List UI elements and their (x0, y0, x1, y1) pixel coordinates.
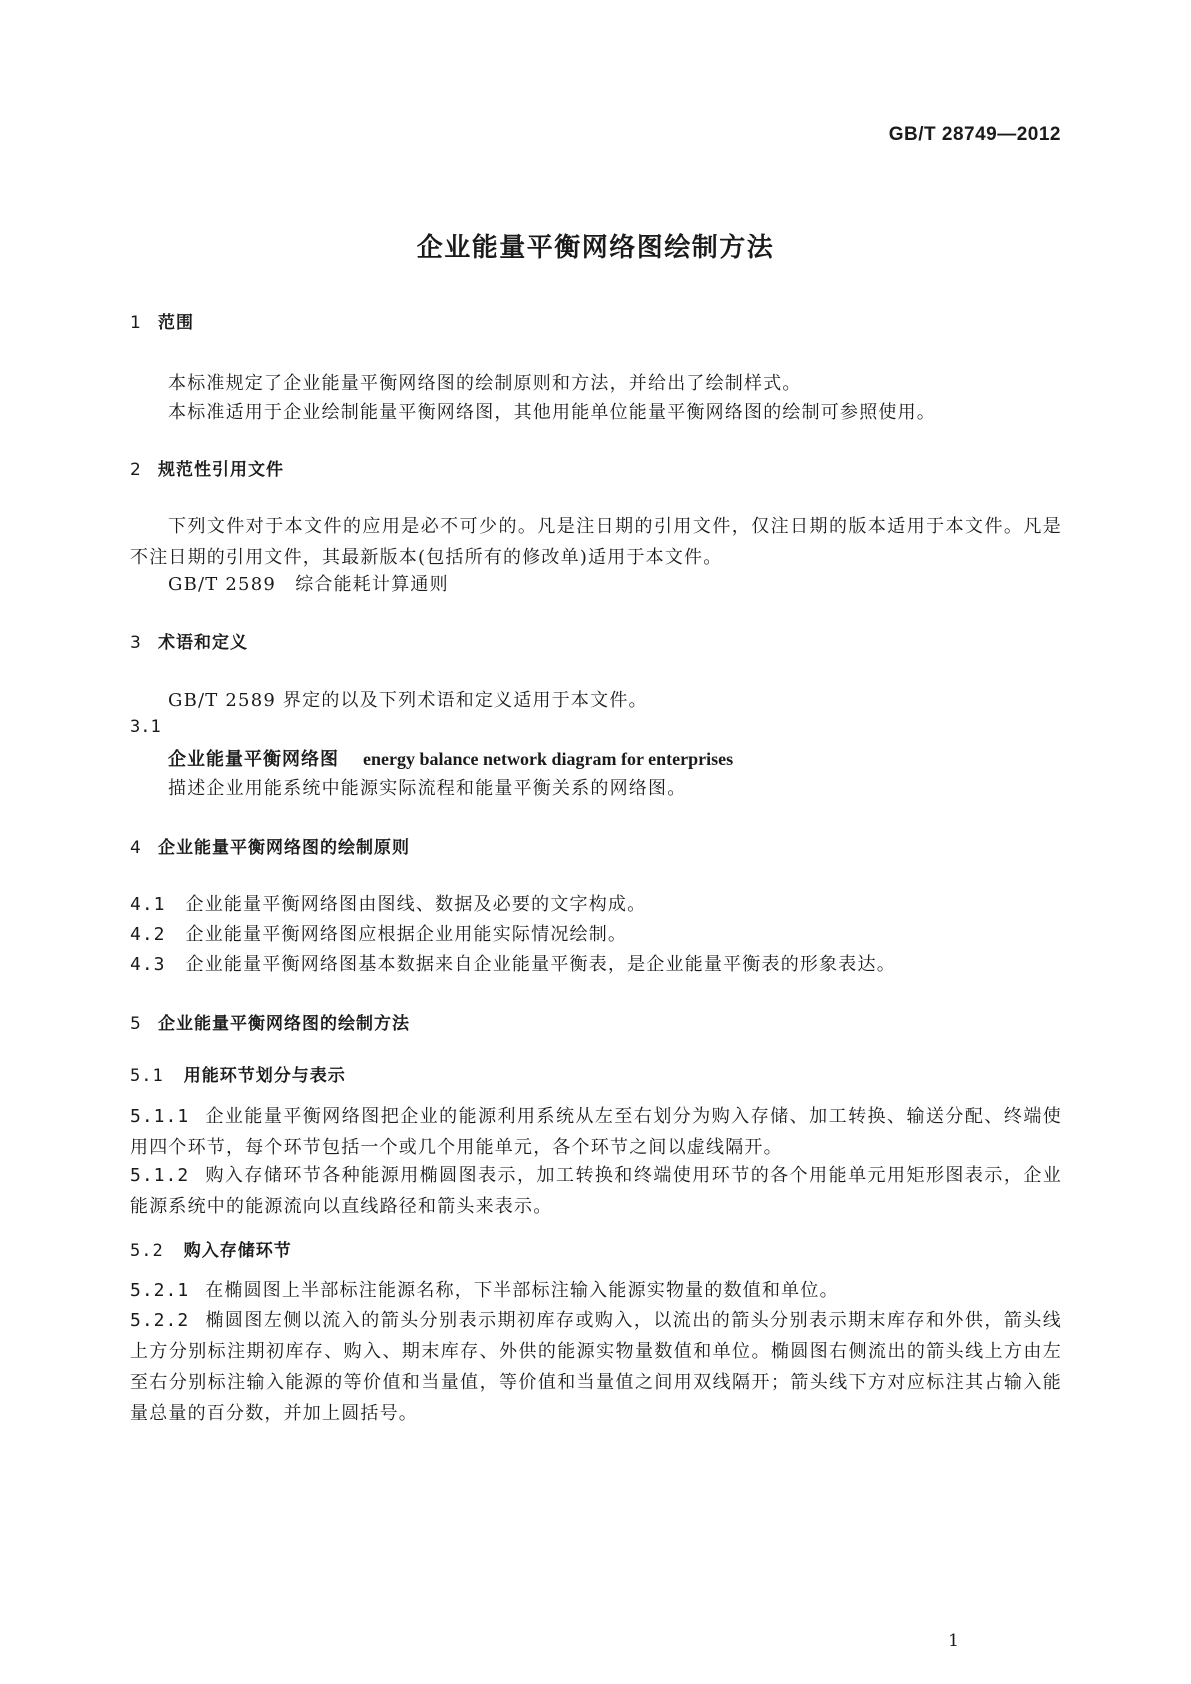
clause-text: 企业能量平衡网络图把企业的能源利用系统从左至右划分为购入存储、加工转换、输送分配、终端使用四个环节，每个环节包括一个或几个用能单元，各个环节之间以虚线隔开。 (130, 1106, 1062, 1158)
subsection-title: 用能环节划分与表示 (183, 1066, 346, 1086)
clause-number: 5.2.1 (130, 1280, 190, 1301)
section-title: 规范性引用文件 (158, 460, 284, 480)
section-3-heading (130, 628, 248, 653)
subsection-number: 5.1 (130, 1066, 164, 1086)
clause-4-1 (130, 890, 646, 916)
clause-5-1-2 (130, 1160, 1062, 1222)
standard-number: GB/T 28749—2012 (888, 124, 1061, 145)
section-number: 3 (130, 633, 142, 653)
term-definition: 描述企业用能系统中能源实际流程和能量平衡关系的网络图。 (168, 778, 687, 799)
clause-text: 椭圆图左侧以流入的箭头分别表示期初库存或购入，以流出的箭头分别表示期末库存和外供，箭头线上方分别标注期初库存、购入、期末库存、外供的能源实物量数值和单位。椭圆图右侧流出的箭头线上方由左至右分别标注输入能源的等价值和当量值，等价值和当量值之间用双线隔开；箭头线下方对应标注其占输入能量总量的百分数，并加上圆括号。 (130, 1310, 1062, 1424)
section-title: 术语和定义 (158, 633, 248, 653)
clause-text: 企业能量平衡网络图基本数据来自企业能量平衡表，是企业能量平衡表的形象表达。 (185, 954, 896, 975)
clause-number: 4.1 (130, 894, 166, 915)
clause-4-3 (130, 950, 896, 976)
section-number: 2 (130, 460, 142, 480)
section-number: 4 (130, 838, 142, 858)
section-5-heading (130, 1009, 410, 1034)
clause-4-2 (130, 920, 627, 946)
clause-text: 企业能量平衡网络图应根据企业用能实际情况绘制。 (185, 924, 628, 945)
normative-reference: GB/T 2589 综合能耗计算通则 (168, 574, 449, 595)
term-english: energy balance network diagram for enterprises (363, 749, 734, 769)
section-number: 1 (130, 313, 142, 333)
clause-5-2-2 (130, 1305, 1062, 1429)
section-1-heading (130, 308, 194, 333)
clause-5-2-1 (130, 1275, 1062, 1306)
term-number: 3.1 (130, 717, 161, 737)
clause-number: 4.3 (130, 954, 166, 975)
page-number: 1 (948, 1631, 959, 1651)
clause-number: 5.2.2 (130, 1310, 190, 1331)
section-1-para-1: 本标准规定了企业能量平衡网络图的绘制原则和方法，并给出了绘制样式。 (168, 373, 802, 394)
clause-number: 4.2 (130, 924, 166, 945)
section-title: 企业能量平衡网络图的绘制原则 (158, 838, 410, 858)
subsection-5-1-heading (130, 1061, 346, 1086)
term-chinese: 企业能量平衡网络图 (168, 749, 339, 770)
subsection-number: 5.2 (130, 1241, 164, 1261)
section-4-heading (130, 833, 410, 858)
section-number: 5 (130, 1014, 142, 1034)
clause-text: 购入存储环节各种能源用椭圆图表示，加工转换和终端使用环节的各个用能单元用矩形图表示，企业能源系统中的能源流向以直线路径和箭头来表示。 (130, 1165, 1062, 1217)
section-title: 企业能量平衡网络图的绘制方法 (158, 1014, 410, 1034)
clause-number: 5.1.1 (130, 1106, 190, 1127)
section-3-para-1: GB/T 2589 界定的以及下列术语和定义适用于本文件。 (168, 690, 648, 711)
term-heading (168, 745, 733, 771)
clause-5-1-1 (130, 1101, 1062, 1163)
section-2-para-1: 下列文件对于本文件的应用是必不可少的。凡是注日期的引用文件，仅注日期的版本适用于本文件。凡是不注日期的引用文件，其最新版本(包括所有的修改单)适用于本文件。 (130, 516, 1062, 568)
section-2-heading (130, 455, 284, 480)
section-title: 范围 (158, 313, 194, 333)
subsection-title: 购入存储环节 (183, 1241, 292, 1261)
clause-text: 在椭圆图上半部标注能源名称，下半部标注输入能源实物量的数值和单位。 (205, 1280, 839, 1301)
document-title: 企业能量平衡网络图绘制方法 (416, 233, 775, 263)
section-1-para-2: 本标准适用于企业绘制能量平衡网络图，其他用能单位能量平衡网络图的绘制可参照使用。 (168, 402, 936, 423)
clause-number: 5.1.2 (130, 1165, 190, 1186)
subsection-5-2-heading (130, 1236, 292, 1261)
clause-text: 企业能量平衡网络图由图线、数据及必要的文字构成。 (185, 894, 647, 915)
